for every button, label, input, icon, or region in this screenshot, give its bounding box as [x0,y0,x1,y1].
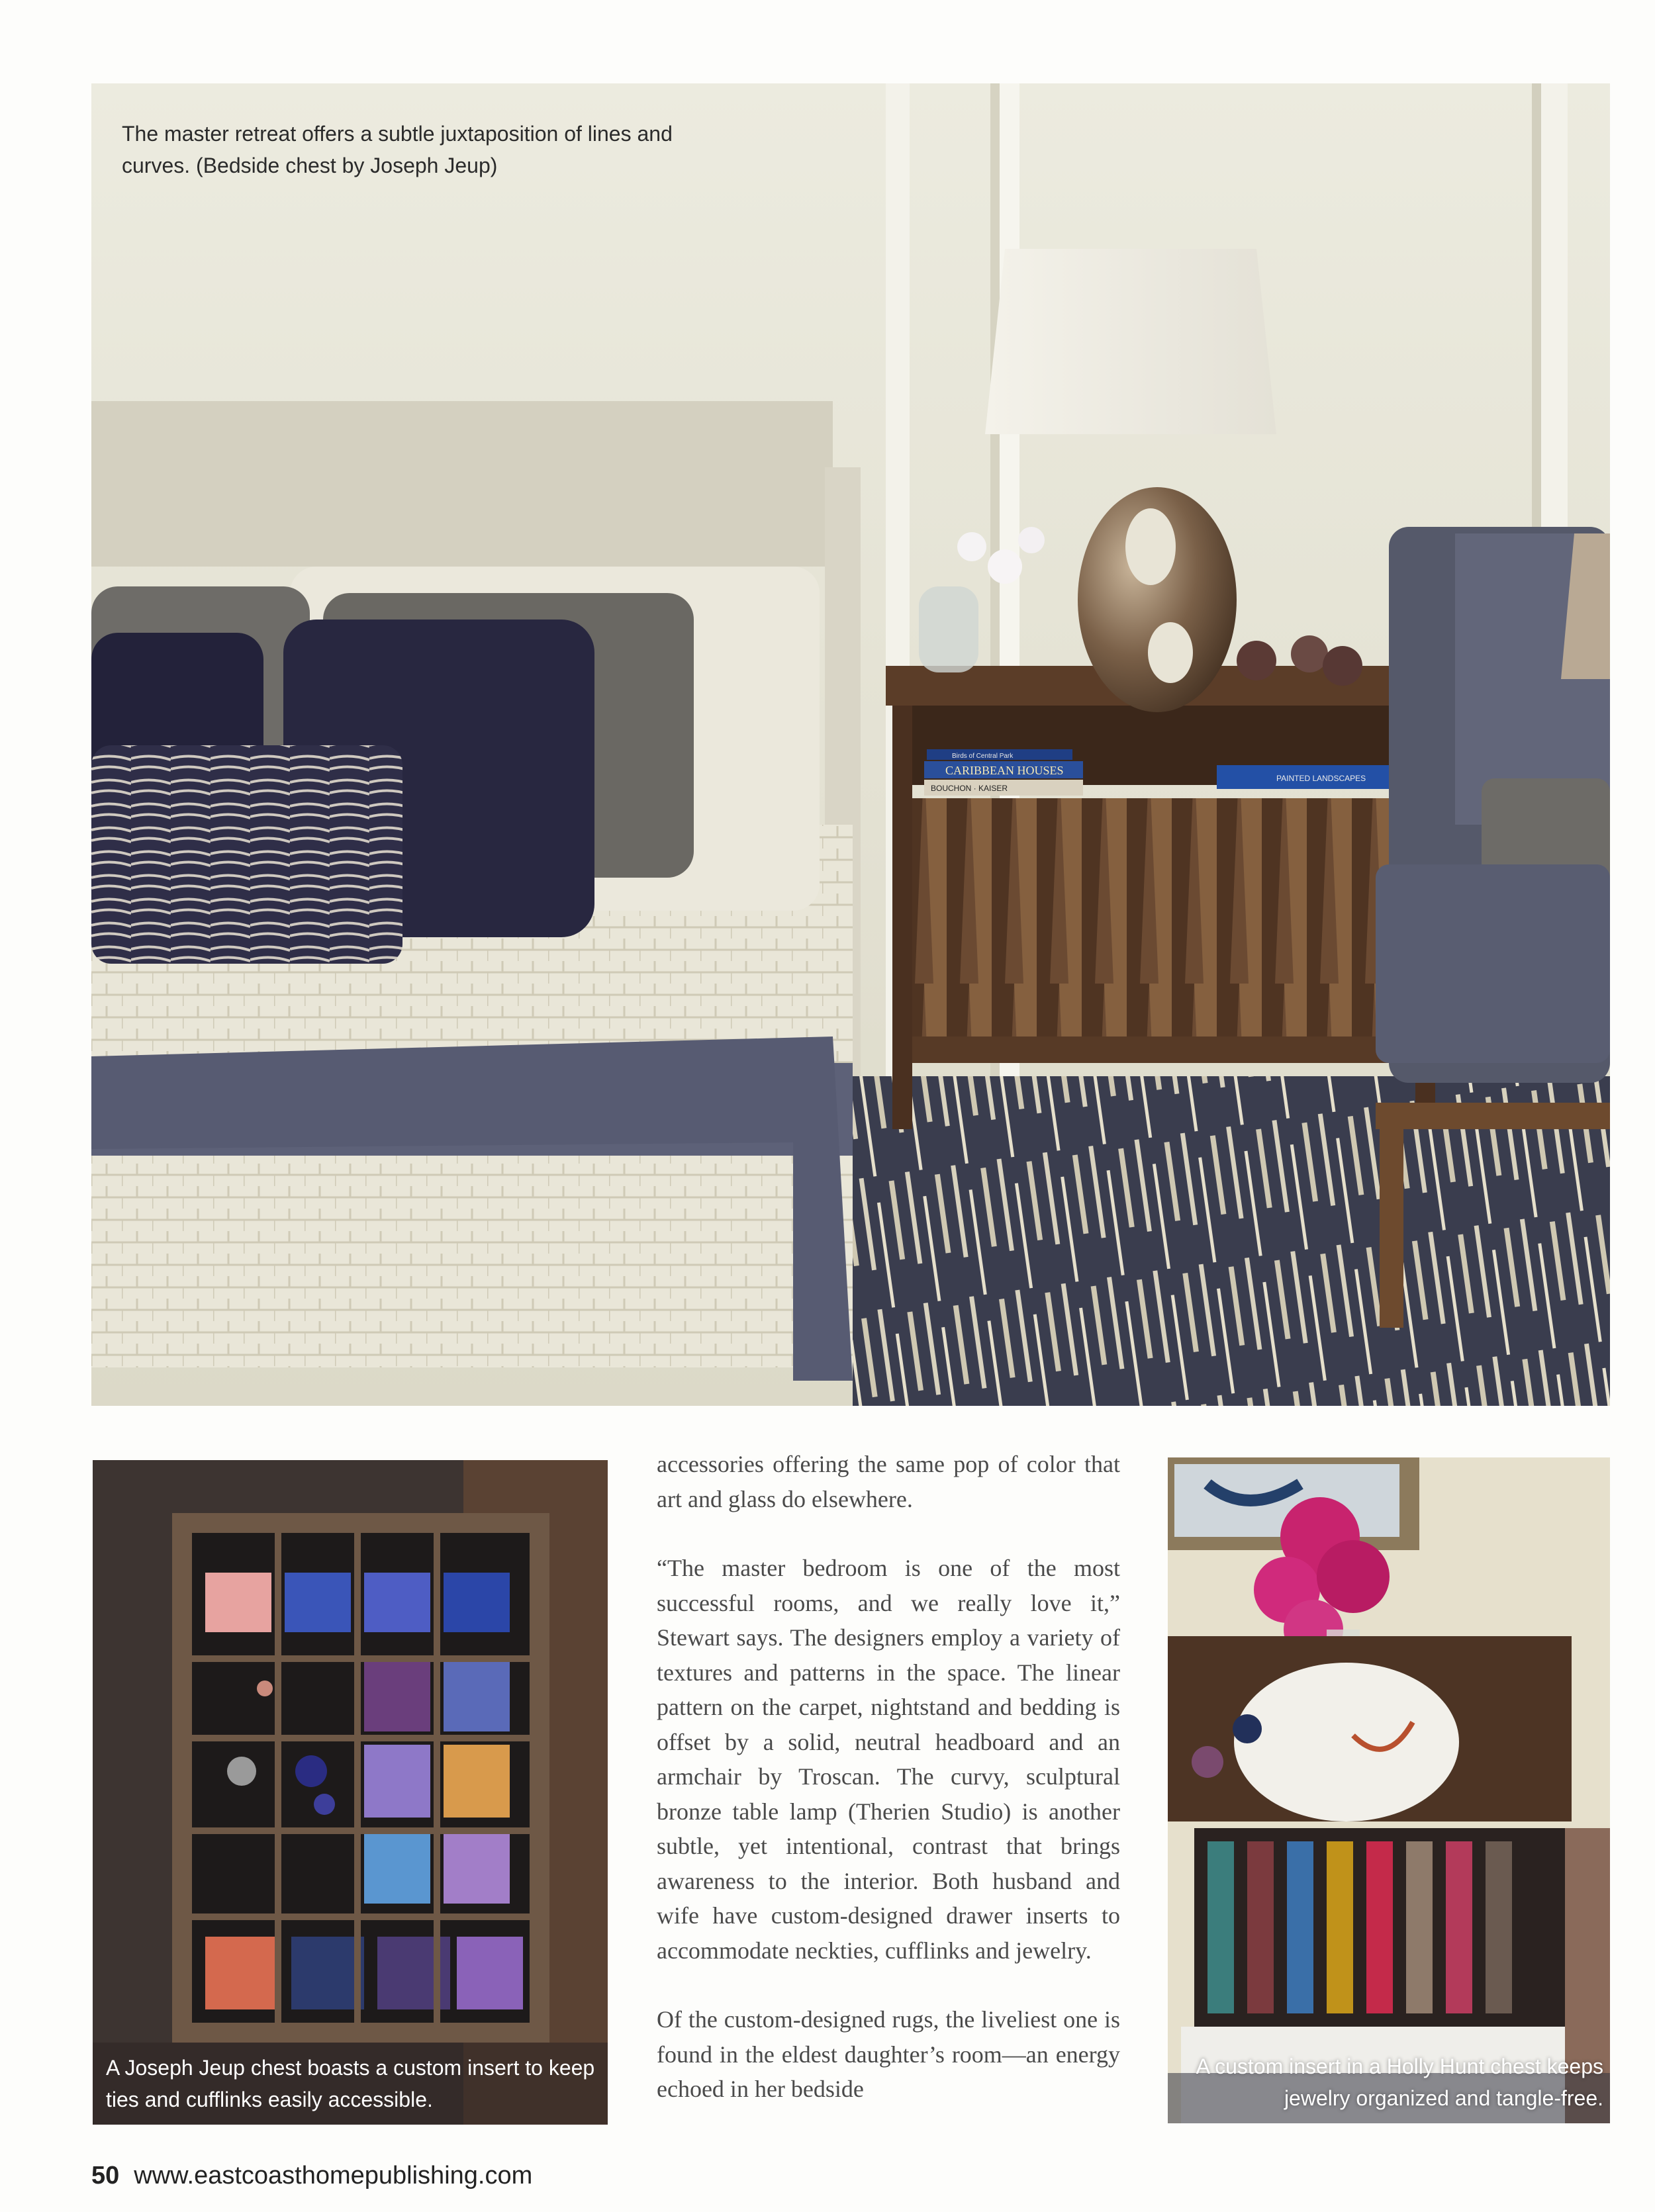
book-spine-text: BOUCHON · KAISER [931,784,1008,793]
jewelry-chest-caption: A custom insert in a Holly Hunt chest keeps jewelry organized and tangle-free. [1196,2054,1603,2110]
article-paragraph: “The master bedroom is one of the most successful rooms, and we really love it,” Stewart says. The designers employ a variety of textures and patterns in the space. The linear pattern on the carpet, nightstand and bedding is offset by a solid, neutral headboard and an armchair by Troscan. The curvy, sculptural bronze table lamp (Therien Studio) is another subtle, yet intentional, contrast that brings awareness to the interior. Both husband and wife have custom-designed drawer inserts to accommodate neckties, cufflinks and jewelry. [657,1555,1120,1964]
page-footer [91,2162,532,2190]
book-spine-text: CARIBBEAN HOUSES [945,764,1064,777]
book-spine-text: PAINTED LANDSCAPES [1276,774,1366,783]
article-body [657,1447,1120,2141]
page-number: 50 [91,2162,120,2189]
tie-drawer-photo [93,1460,608,2125]
hero-photo-master-bedroom [91,83,1610,1406]
tie-chest-caption: A Joseph Jeup chest boasts a custom insert to keep ties and cufflinks easily accessible. [106,2056,595,2111]
hero-caption: The master retreat offers a subtle juxtaposition of lines and curves. (Bedside chest by Joseph Jeup) [122,122,673,177]
article-paragraph: Of the custom-designed rugs, the liveliest one is found in the eldest daughter’s room—an energy echoed in her bedside [657,2006,1120,2102]
article-paragraph: accessories offering the same pop of color that art and glass do elsewhere. [657,1451,1120,1512]
publisher-url[interactable]: www.eastcoasthomepublishing.com [134,2162,533,2189]
jewelry-drawer-photo [1168,1457,1610,2123]
book-spine-text: Birds of Central Park [952,753,1014,760]
